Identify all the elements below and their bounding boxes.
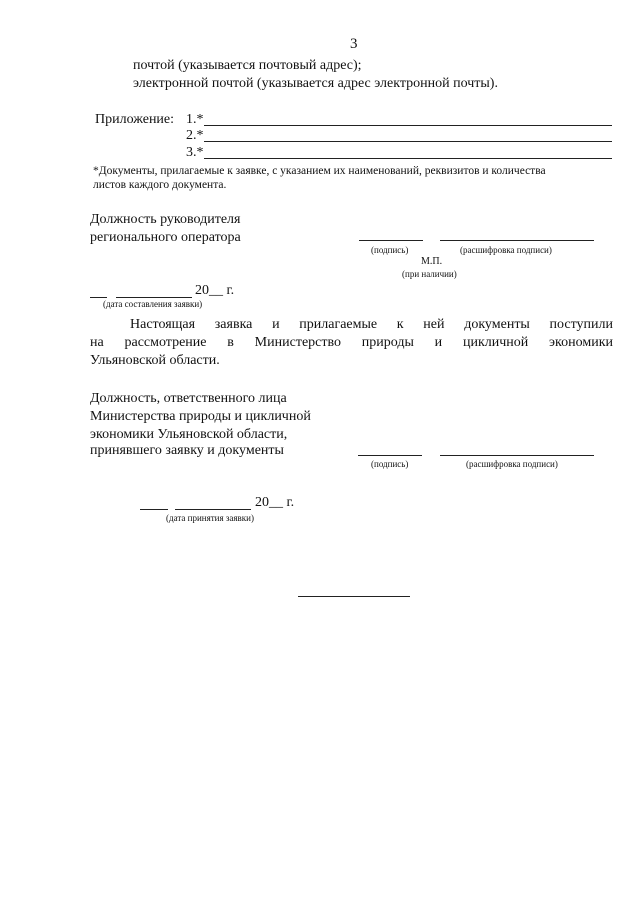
accepted-month-line <box>175 509 251 510</box>
compiled-date-caption: (дата составления заявки) <box>103 299 203 309</box>
page-number: 3 <box>350 36 358 52</box>
footnote-line-2: листов каждого документа. <box>93 179 227 191</box>
seal-note: (при наличии) <box>402 269 457 279</box>
head-decipher-caption: (расшифровка подписи) <box>460 245 552 255</box>
top-line-2: электронной почтой (указывается адрес электронной почты). <box>133 76 498 91</box>
ministry-signature-line <box>358 455 422 456</box>
ministry-decipher-caption: (расшифровка подписи) <box>466 459 558 469</box>
attachment-item-2: 2.* <box>186 128 204 143</box>
ministry-position-line-1: Должность, ответственного лица <box>90 391 287 406</box>
footnote-line-1: *Документы, прилагаемые к заявке, с указанием их наименований, реквизитов и количества <box>93 165 546 177</box>
head-position-line-1: Должность руководителя <box>90 212 241 227</box>
ministry-position-line-4: принявшего заявку и документы <box>90 443 284 458</box>
receipt-line-3: Ульяновской области. <box>90 353 220 368</box>
accepted-year: 20__ г. <box>255 495 295 510</box>
receipt-line-1: Настоящая заявка и прилагаемые к ней документы поступили <box>130 317 613 332</box>
compiled-month-line <box>116 297 192 298</box>
compiled-day-line <box>90 297 107 298</box>
attachment-line-3 <box>204 158 612 159</box>
ministry-signature-caption: (подпись) <box>371 459 409 469</box>
attachment-line-2 <box>204 141 612 142</box>
seal-mark: М.П. <box>421 256 443 267</box>
attachment-line-1 <box>204 125 612 126</box>
attachment-item-3: 3.* <box>186 145 204 160</box>
ministry-position-line-2: Министерства природы и цикличной <box>90 409 311 424</box>
head-decipher-line <box>440 240 594 241</box>
compiled-year: 20__ г. <box>195 283 235 298</box>
attachment-label: Приложение: <box>95 112 175 127</box>
ministry-decipher-line <box>440 455 594 456</box>
accepted-day-line <box>140 509 168 510</box>
head-position-line-2: регионального оператора <box>90 230 241 245</box>
receipt-line-2: на рассмотрение в Министерство природы и цикличной экономики <box>90 335 613 350</box>
closing-rule <box>298 596 410 597</box>
accepted-date-caption: (дата принятия заявки) <box>166 513 254 523</box>
attachment-item-1: 1.* <box>186 112 204 127</box>
ministry-position-line-3: экономики Ульяновской области, <box>90 427 288 442</box>
head-signature-caption: (подпись) <box>371 245 409 255</box>
head-signature-line <box>359 240 423 241</box>
top-line-1: почтой (указывается почтовый адрес); <box>133 58 362 73</box>
